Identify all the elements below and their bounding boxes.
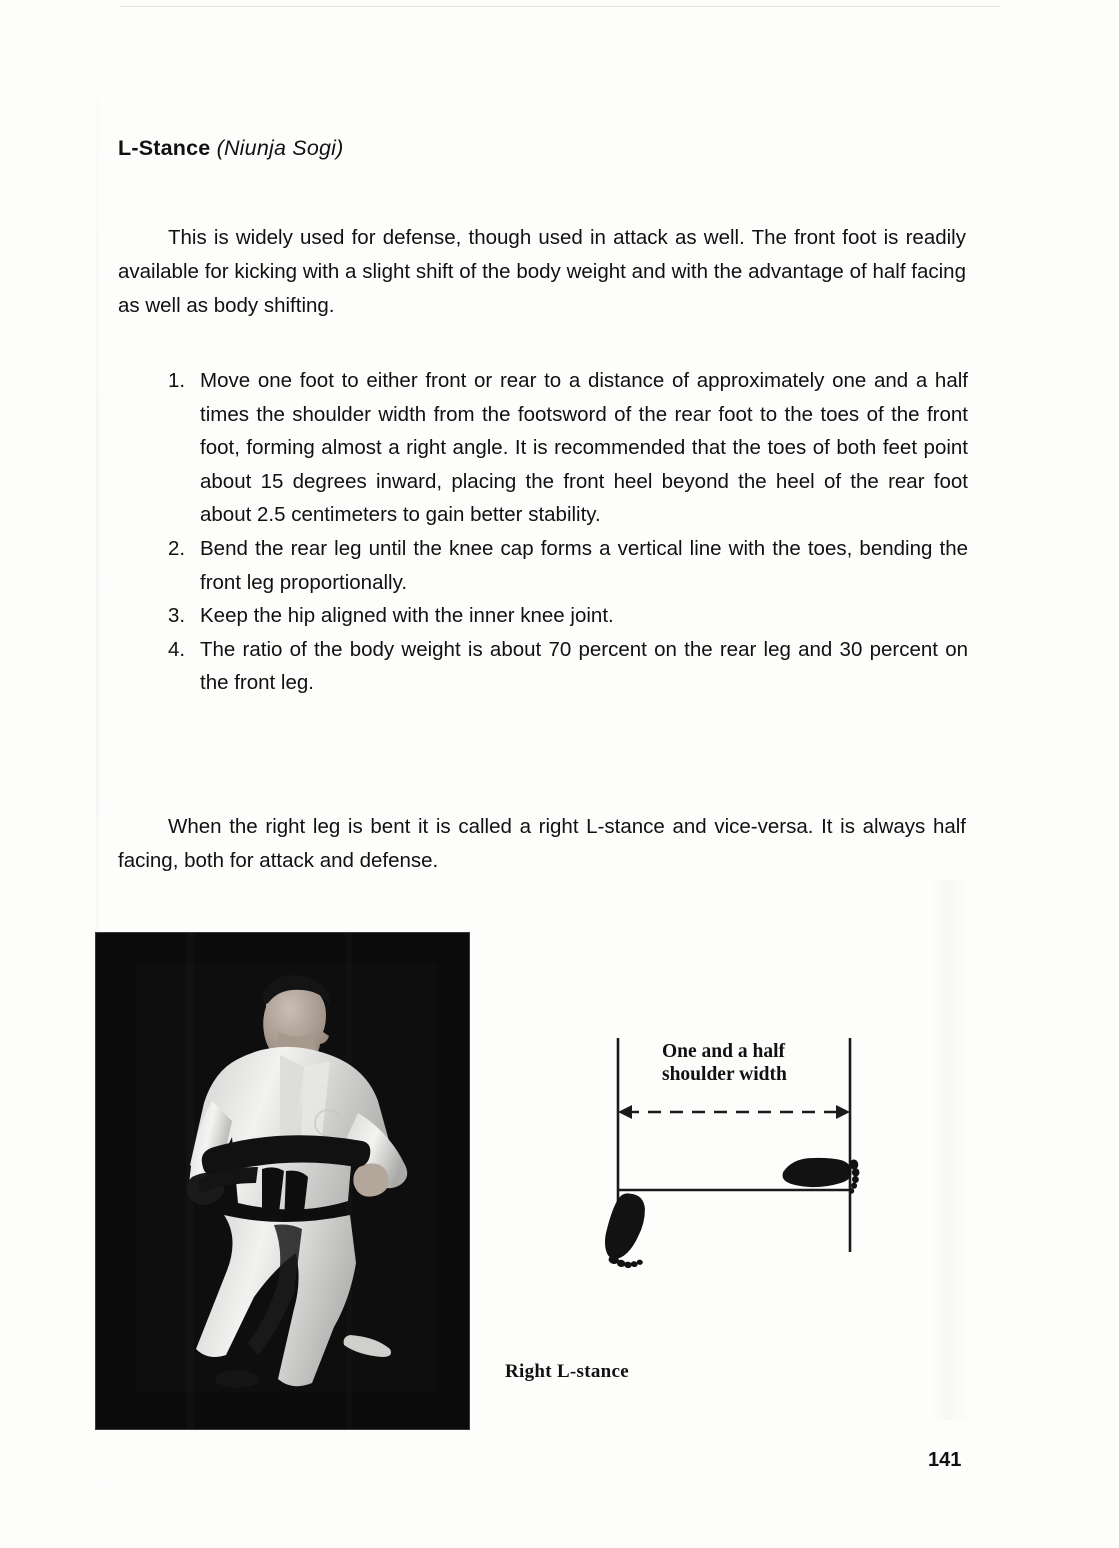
scan-artifact-top <box>120 6 1000 7</box>
diagram-label-line-1: One and a half <box>662 1041 785 1062</box>
list-item-text: The ratio of the body weight is about 70 percent on the rear leg and 30 percent on the front leg. <box>200 637 968 695</box>
list-item-number: 4. <box>168 637 186 661</box>
photo-fist-right <box>353 1163 389 1196</box>
diagram-measurement-label <box>662 1040 852 1086</box>
list-item <box>168 633 968 700</box>
closing-paragraph: When the right leg is bent it is called a right L-stance and vice-versa. It is always half facing, both for attack and defense. <box>118 814 966 872</box>
intro-paragraph: This is widely used for defense, though used in attack as well. The front foot is readily available for kicking with a slight shift of the body weight and with the advantage of half facing as well as body shifting. <box>118 225 966 317</box>
scan-artifact-right-margin <box>930 880 970 1420</box>
section-heading-title: L-Stance <box>118 136 211 160</box>
arrowhead-left-icon <box>618 1105 632 1119</box>
list-item <box>168 532 968 599</box>
figure-caption: Right L-stance <box>505 1361 629 1382</box>
arrowhead-right-icon <box>836 1105 850 1119</box>
list-item-text: Move one foot to either front or rear to a distance of approximately one and a half times the shoulder width from the footsword of the rear foot to the toes of the front foot, forming almost a right angle. It is recommended that the toes of both feet point about 15 degrees inward, placing the front heel beyond the heel of the rear foot about 2.5 centimeters to gain better stability. <box>200 369 968 527</box>
list-item-number: 3. <box>168 604 186 628</box>
list-item-number: 2. <box>168 536 186 560</box>
list-item <box>168 364 968 532</box>
section-heading-korean-term: (Niunja Sogi) <box>216 136 344 160</box>
page-number: 141 <box>928 1449 962 1471</box>
photograph-figure <box>96 933 469 1429</box>
list-item-text: Bend the rear leg until the knee cap forms a vertical line with the toes, bending the front leg proportionally. <box>200 536 968 594</box>
list-item-text: Keep the hip aligned with the inner knee joint. <box>200 604 614 628</box>
steps-list <box>168 364 968 700</box>
list-item <box>168 599 968 633</box>
rear-footprint-icon <box>600 1190 656 1270</box>
section-heading <box>118 136 343 161</box>
list-item-number: 1. <box>168 369 186 392</box>
diagram-label-line-2: shoulder width <box>662 1064 787 1085</box>
stance-photograph <box>95 932 470 1430</box>
